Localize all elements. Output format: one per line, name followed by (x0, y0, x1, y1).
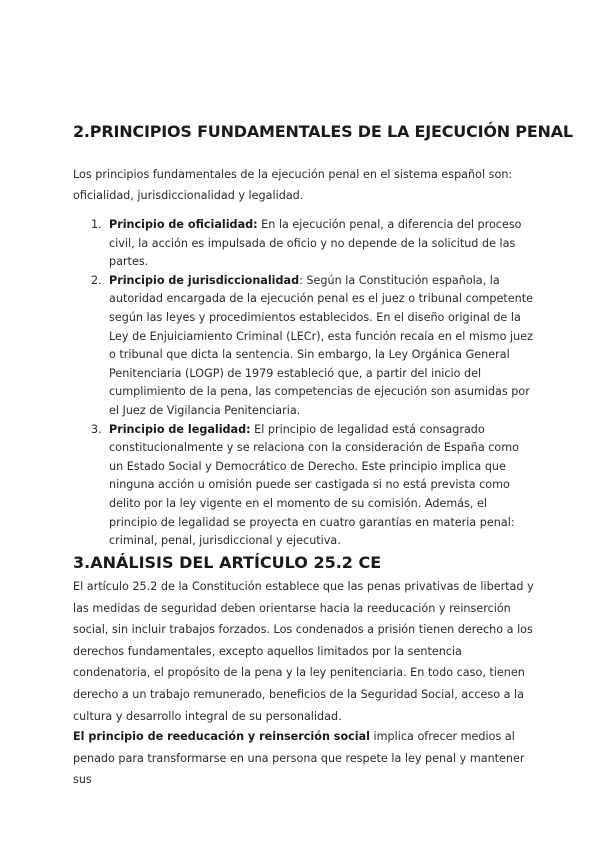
list-number: 3. (91, 422, 102, 436)
section-title-principios: 2.PRINCIPIOS FUNDAMENTALES DE LA EJECUCIÓN PENAL (73, 122, 573, 141)
article-paragraph: El artículo 25.2 de la Constitución establece que las penas privativas de libertad y las medidas de seguridad deben orientarse hacia la reeducación y reinserción social, sin incluir trabajos forzados. Los condenados a prisión tienen derecho a los derechos fundamentales, excepto aquellos limitados por la sentencia condenatoria, el propósito de la pena y la ley penitenciaria. En todo caso, tienen derecho a un trabajo remunerado, beneficios de la Seguridad Social, acceso a la cultura y desarrollo integral de su personalidad. (73, 580, 534, 723)
principles-list (73, 216, 535, 551)
intro-paragraph: Los principios fundamentales de la ejecución penal en el sistema español son: oficialidad, jurisdiccionalidad y legalidad. (73, 168, 513, 202)
list-item-text: : Según la Constitución española, la autoridad encargada de la ejecución penal es el juez o tribunal competente según las leyes y procedimientos establecidos. En el diseño original de la Ley de Enjuiciamiento Criminal (LECr), esta función recaía en el mismo juez o tribunal que dicta la sentencia. Sin embargo, la Ley Orgánica General Penitenciaria (LOGP) de 1979 estableció que, a partir del inicio del cumplimiento de la pena, las competencias de ejecución son asumidas por el Juez de Vigilancia Penitenciaria. (109, 273, 534, 417)
reeducation-paragraph (73, 726, 535, 791)
list-item-term: Principio de legalidad: (109, 422, 251, 436)
list-item-legalidad (73, 421, 535, 551)
reeducation-term: El principio de reeducación y reinserción social (73, 730, 370, 743)
list-number: 2. (91, 273, 102, 287)
list-item-text: El principio de legalidad está consagrado constitucionalmente y se relaciona con la consideración de España como un Estado Social y Democrático de Derecho. Este principio implica que ninguna acción u omisión puede ser castigada si no está prevista como delito por la ley vigente en el momento de su comisión. Además, el principio de legalidad se proyecta en cuatro garantías en materia penal: criminal, penal, jurisdiccional y ejecutiva. (109, 422, 520, 548)
list-item-term: Principio de oficialidad: (109, 218, 258, 231)
reeducation-text: implica ofrecer medios al penado para transformarse en una persona que respete la ley penal y mantener sus (73, 730, 525, 787)
list-number: 1. (91, 218, 102, 231)
list-item-oficialidad (73, 216, 535, 272)
section-title-articulo: 3.ANÁLISIS DEL ARTÍCULO 25.2 CE (73, 553, 382, 572)
list-item-text: En la ejecución penal, a diferencia del proceso civil, la acción es impulsada de oficio y no depende de la solicitud de las partes. (109, 218, 522, 269)
list-item-jurisdiccionalidad (73, 272, 535, 421)
list-item-term: Principio de jurisdiccionalidad (109, 273, 300, 287)
